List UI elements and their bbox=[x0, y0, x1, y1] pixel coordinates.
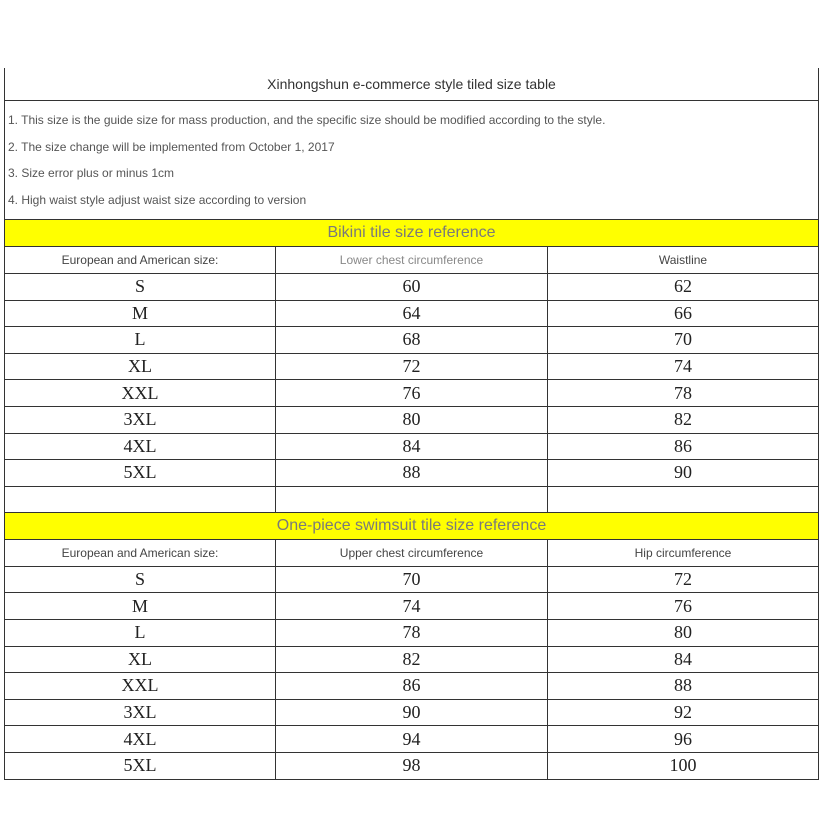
table-row bbox=[4, 753, 819, 780]
note-1: 1. This size is the guide size for mass production, and the specific size should be modified according to the style. bbox=[8, 113, 606, 127]
table-row bbox=[4, 673, 819, 700]
table-cell: 62 bbox=[674, 276, 692, 297]
table-cell: 66 bbox=[674, 302, 692, 323]
table-cell: 74 bbox=[674, 356, 692, 377]
table-row bbox=[4, 460, 819, 487]
table-cell: 76 bbox=[276, 380, 548, 406]
table-cell: M bbox=[5, 593, 276, 619]
table-cell: 68 bbox=[276, 327, 548, 353]
table-title: Xinhongshun e-commerce style tiled size table bbox=[4, 68, 819, 101]
table-cell: 100 bbox=[669, 755, 697, 776]
table-cell: 86 bbox=[276, 673, 548, 699]
onepiece-col-size: European and American size: bbox=[5, 540, 276, 566]
table-cell: 92 bbox=[674, 702, 692, 723]
table-row bbox=[4, 620, 819, 647]
table-cell: 72 bbox=[674, 569, 692, 590]
table-cell: 88 bbox=[276, 460, 548, 486]
table-row bbox=[4, 274, 819, 301]
table-row bbox=[4, 354, 819, 381]
table-cell: 98 bbox=[276, 753, 548, 779]
table-row bbox=[4, 434, 819, 461]
bikini-header-row bbox=[4, 247, 819, 274]
table-cell: 84 bbox=[276, 434, 548, 460]
table-cell: 74 bbox=[276, 593, 548, 619]
table-cell: 84 bbox=[674, 648, 692, 669]
table-cell: 90 bbox=[276, 700, 548, 726]
table-row bbox=[4, 301, 819, 328]
bikini-section-heading: Bikini tile size reference bbox=[4, 220, 819, 247]
table-cell: 3XL bbox=[5, 407, 276, 433]
onepiece-col-upper-chest: Upper chest circumference bbox=[276, 540, 548, 566]
table-cell: 80 bbox=[276, 407, 548, 433]
table-row bbox=[4, 407, 819, 434]
table-row bbox=[4, 593, 819, 620]
note-2: 2. The size change will be implemented from October 1, 2017 bbox=[8, 139, 335, 154]
blank-cell bbox=[548, 487, 818, 512]
table-cell: 72 bbox=[276, 354, 548, 380]
table-cell: XL bbox=[5, 647, 276, 673]
size-table-sheet bbox=[4, 68, 819, 780]
table-row bbox=[4, 380, 819, 407]
table-cell: 4XL bbox=[5, 726, 276, 752]
table-cell: M bbox=[5, 301, 276, 327]
table-cell: 64 bbox=[276, 301, 548, 327]
bikini-col-lower-chest: Lower chest circumference bbox=[276, 247, 548, 273]
bikini-table-body bbox=[4, 274, 819, 487]
table-cell: XXL bbox=[5, 380, 276, 406]
table-row bbox=[4, 327, 819, 354]
table-cell: 80 bbox=[674, 622, 692, 643]
table-cell: S bbox=[5, 274, 276, 300]
table-cell: L bbox=[5, 620, 276, 646]
notes-block bbox=[4, 101, 819, 220]
note-3: 3. Size error plus or minus 1cm bbox=[8, 166, 175, 180]
table-cell: 90 bbox=[674, 462, 692, 483]
table-cell: 76 bbox=[674, 595, 692, 616]
table-cell: 96 bbox=[674, 728, 692, 749]
table-cell: XXL bbox=[5, 673, 276, 699]
onepiece-table-body bbox=[4, 567, 819, 780]
onepiece-col-hip: Hip circumference bbox=[634, 545, 732, 560]
table-cell: 94 bbox=[276, 726, 548, 752]
table-cell: L bbox=[5, 327, 276, 353]
bikini-col-size: European and American size: bbox=[5, 247, 276, 273]
blank-row bbox=[4, 487, 819, 513]
table-cell: 82 bbox=[674, 409, 692, 430]
table-cell: 3XL bbox=[5, 700, 276, 726]
bikini-col-waistline: Waistline bbox=[658, 253, 708, 267]
table-cell: 4XL bbox=[5, 434, 276, 460]
table-cell: 5XL bbox=[5, 753, 276, 779]
table-cell: S bbox=[5, 567, 276, 593]
table-cell: 86 bbox=[674, 435, 692, 456]
table-cell: 82 bbox=[276, 647, 548, 673]
table-cell: XL bbox=[5, 354, 276, 380]
note-4: 4. High waist style adjust waist size according to version bbox=[8, 192, 307, 207]
table-cell: 60 bbox=[276, 274, 548, 300]
table-row bbox=[4, 726, 819, 753]
blank-cell bbox=[5, 487, 276, 512]
table-row bbox=[4, 567, 819, 594]
table-cell: 78 bbox=[276, 620, 548, 646]
onepiece-section-heading: One-piece swimsuit tile size reference bbox=[4, 513, 819, 540]
table-cell: 70 bbox=[276, 567, 548, 593]
blank-cell bbox=[276, 487, 548, 512]
table-cell: 5XL bbox=[5, 460, 276, 486]
table-row bbox=[4, 700, 819, 727]
onepiece-header-row bbox=[4, 540, 819, 567]
table-row bbox=[4, 647, 819, 674]
table-cell: 88 bbox=[674, 675, 692, 696]
table-cell: 78 bbox=[674, 382, 692, 403]
table-cell: 70 bbox=[674, 329, 692, 350]
